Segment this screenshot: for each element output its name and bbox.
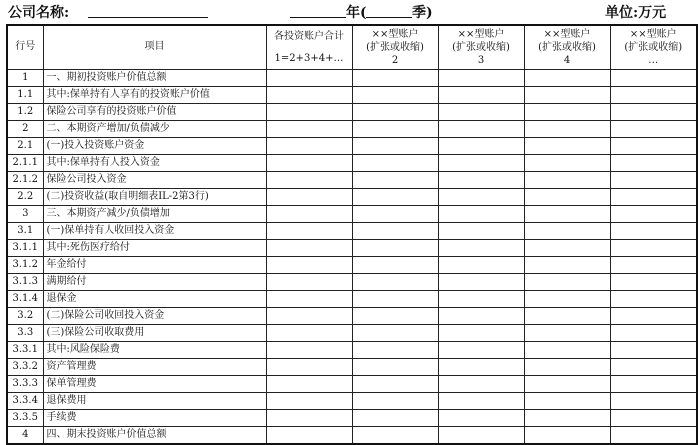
value-cell[interactable] [266, 273, 352, 290]
row-number: 2 [7, 120, 43, 137]
account-header-line2: (扩张或收缩) [624, 41, 683, 53]
row-number: 3.1.2 [7, 256, 43, 273]
value-cell[interactable] [352, 120, 438, 137]
unit-label: 单位:万元 [605, 5, 667, 21]
value-cell[interactable] [266, 239, 352, 256]
value-cell[interactable] [610, 69, 697, 86]
table-row [7, 86, 697, 103]
row-number: 3.3.4 [7, 392, 43, 409]
value-cell[interactable] [438, 409, 524, 426]
row-item: 三、本期资产减少/负债增加 [43, 205, 266, 222]
value-cell[interactable] [438, 256, 524, 273]
value-cell[interactable] [524, 273, 610, 290]
table-row [7, 307, 697, 324]
value-cell[interactable] [438, 324, 524, 341]
value-cell[interactable] [438, 188, 524, 205]
table-row [7, 154, 697, 171]
value-cell[interactable] [266, 120, 352, 137]
value-cell[interactable] [266, 86, 352, 103]
row-item: 资产管理费 [43, 358, 266, 375]
row-number: 3 [7, 205, 43, 222]
row-item: 保单管理费 [43, 375, 266, 392]
value-cell[interactable] [524, 222, 610, 239]
company-name-blank [88, 17, 208, 18]
value-cell[interactable] [610, 86, 697, 103]
value-cell[interactable] [438, 239, 524, 256]
value-cell[interactable] [352, 324, 438, 341]
account-header-line2: (扩张或收缩) [538, 41, 596, 53]
row-number: 2.2 [7, 188, 43, 205]
value-cell[interactable] [610, 409, 697, 426]
value-cell[interactable] [352, 222, 438, 239]
row-item: 一、期初投资账户价值总额 [43, 69, 266, 86]
value-cell[interactable] [352, 103, 438, 120]
value-cell[interactable] [266, 290, 352, 307]
quarter-blank [366, 17, 412, 18]
value-cell[interactable] [438, 222, 524, 239]
value-cell[interactable] [266, 341, 352, 358]
value-cell[interactable] [610, 290, 697, 307]
value-cell[interactable] [352, 341, 438, 358]
value-cell[interactable] [266, 409, 352, 426]
value-cell[interactable] [524, 392, 610, 409]
year-blank [290, 17, 346, 18]
value-cell[interactable] [524, 426, 610, 444]
row-item: (二)投资收益(取自明细表IL-2第3行) [43, 188, 266, 205]
value-cell[interactable] [610, 273, 697, 290]
account-header-2 [438, 25, 524, 69]
row-number: 3.3 [7, 324, 43, 341]
row-item: 退保费用 [43, 392, 266, 409]
value-cell[interactable] [610, 324, 697, 341]
table-row [7, 409, 697, 426]
value-cell[interactable] [266, 307, 352, 324]
table-row [7, 171, 697, 188]
value-cell[interactable] [266, 256, 352, 273]
value-cell[interactable] [524, 239, 610, 256]
value-cell[interactable] [610, 222, 697, 239]
value-cell[interactable] [524, 290, 610, 307]
row-number: 3.1.4 [7, 290, 43, 307]
row-item: 保险公司投入资金 [43, 171, 266, 188]
row-number: 3.3.1 [7, 341, 43, 358]
value-cell[interactable] [524, 375, 610, 392]
value-cell[interactable] [438, 86, 524, 103]
row-number: 3.1.1 [7, 239, 43, 256]
value-cell[interactable] [266, 205, 352, 222]
value-cell[interactable] [266, 222, 352, 239]
row-item: 二、本期资产增加/负债减少 [43, 120, 266, 137]
value-cell[interactable] [610, 120, 697, 137]
value-cell[interactable] [610, 205, 697, 222]
table-row [7, 358, 697, 375]
value-cell[interactable] [610, 307, 697, 324]
table-row [7, 375, 697, 392]
value-cell[interactable] [438, 69, 524, 86]
value-cell[interactable] [438, 103, 524, 120]
value-cell[interactable] [438, 290, 524, 307]
table-header-row [7, 25, 697, 69]
row-item: 年金给付 [43, 256, 266, 273]
value-cell[interactable] [352, 205, 438, 222]
table-row [7, 256, 697, 273]
row-number: 2.1 [7, 137, 43, 154]
value-cell[interactable] [352, 426, 438, 444]
report-header [0, 0, 700, 22]
account-header-line3: 2 [391, 54, 399, 66]
value-cell[interactable] [438, 171, 524, 188]
row-number: 1.1 [7, 86, 43, 103]
row-number: 1.2 [7, 103, 43, 120]
table-row [7, 188, 697, 205]
account-header-line1: ××型账户 [457, 28, 505, 40]
row-item: 其中:死伤医疗给付 [43, 239, 266, 256]
value-cell[interactable] [610, 426, 697, 444]
value-cell[interactable] [266, 375, 352, 392]
value-cell[interactable] [438, 358, 524, 375]
account-header-4 [610, 25, 697, 69]
table-row [7, 290, 697, 307]
value-cell[interactable] [352, 392, 438, 409]
value-cell[interactable] [352, 307, 438, 324]
account-header-line1: ××型账户 [371, 28, 419, 40]
value-cell[interactable] [266, 358, 352, 375]
row-number: 3.3.3 [7, 375, 43, 392]
value-cell[interactable] [524, 205, 610, 222]
item-header: 项目 [43, 25, 266, 69]
row-item: (一)保单持有人收回投入资金 [43, 222, 266, 239]
value-cell[interactable] [352, 290, 438, 307]
row-item: (三)保险公司收取费用 [43, 324, 266, 341]
value-cell[interactable] [610, 239, 697, 256]
value-cell[interactable] [610, 171, 697, 188]
row-number: 2.1.1 [7, 154, 43, 171]
value-cell[interactable] [352, 273, 438, 290]
value-cell[interactable] [524, 256, 610, 273]
value-cell[interactable] [438, 273, 524, 290]
value-cell[interactable] [438, 426, 524, 444]
row-item: (二)保险公司收回投入资金 [43, 307, 266, 324]
account-header-line2: (扩张或收缩) [452, 41, 510, 53]
value-cell[interactable] [352, 358, 438, 375]
table-row [7, 69, 697, 86]
table-row [7, 273, 697, 290]
quarter-label: 季) [412, 5, 433, 21]
value-cell[interactable] [352, 375, 438, 392]
account-header-line1: ××型账户 [543, 28, 591, 40]
value-cell[interactable] [610, 137, 697, 154]
row-no-header: 行号 [7, 25, 43, 69]
row-number: 3.2 [7, 307, 43, 324]
value-cell[interactable] [438, 341, 524, 358]
value-cell[interactable] [524, 324, 610, 341]
value-cell[interactable] [266, 392, 352, 409]
row-item: 四、期末投资账户价值总额 [43, 426, 266, 444]
value-cell[interactable] [438, 205, 524, 222]
account-header-line2: (扩张或收缩) [366, 41, 424, 53]
table-row [7, 103, 697, 120]
table-row [7, 341, 697, 358]
value-cell[interactable] [352, 86, 438, 103]
value-cell[interactable] [438, 120, 524, 137]
row-number: 1 [7, 69, 43, 86]
account-header-line3: … [648, 54, 659, 66]
value-cell[interactable] [438, 375, 524, 392]
value-cell[interactable] [524, 137, 610, 154]
row-item: 其中:风险保险费 [43, 341, 266, 358]
value-cell[interactable] [524, 120, 610, 137]
row-item: 其中:保单持有人投入资金 [43, 154, 266, 171]
value-cell[interactable] [266, 69, 352, 86]
table-row [7, 222, 697, 239]
value-cell[interactable] [352, 154, 438, 171]
table-row [7, 120, 697, 137]
value-cell[interactable] [524, 103, 610, 120]
value-cell[interactable] [524, 171, 610, 188]
row-item: (一)投入投资账户资金 [43, 137, 266, 154]
row-number: 3.1.3 [7, 273, 43, 290]
account-header-line3: 3 [477, 54, 485, 66]
row-number: 3.3.5 [7, 409, 43, 426]
table-row [7, 239, 697, 256]
value-cell[interactable] [524, 409, 610, 426]
row-number: 3.1 [7, 222, 43, 239]
row-item: 其中:保单持有人享有的投资账户价值 [43, 86, 266, 103]
value-cell[interactable] [352, 171, 438, 188]
row-item: 保险公司享有的投资账户价值 [43, 103, 266, 120]
row-number: 3.3.2 [7, 358, 43, 375]
value-cell[interactable] [438, 307, 524, 324]
value-cell[interactable] [266, 154, 352, 171]
value-cell[interactable] [266, 103, 352, 120]
value-cell[interactable] [524, 358, 610, 375]
row-number: 4 [7, 426, 43, 444]
value-cell[interactable] [266, 137, 352, 154]
value-cell[interactable] [266, 324, 352, 341]
value-cell[interactable] [524, 154, 610, 171]
total-header-line1: 各投资账户合计 [274, 30, 344, 42]
value-cell[interactable] [438, 392, 524, 409]
value-cell[interactable] [524, 188, 610, 205]
value-cell[interactable] [610, 341, 697, 358]
value-cell[interactable] [266, 188, 352, 205]
value-cell[interactable] [524, 307, 610, 324]
value-cell[interactable] [352, 409, 438, 426]
account-header-line1: ××型账户 [629, 28, 677, 40]
value-cell[interactable] [610, 103, 697, 120]
value-cell[interactable] [524, 341, 610, 358]
value-cell[interactable] [524, 86, 610, 103]
account-header-line3: 4 [563, 54, 571, 66]
value-cell[interactable] [610, 154, 697, 171]
value-cell[interactable] [352, 256, 438, 273]
value-cell[interactable] [610, 375, 697, 392]
value-cell[interactable] [438, 154, 524, 171]
value-cell[interactable] [352, 69, 438, 86]
value-cell[interactable] [524, 69, 610, 86]
value-cell[interactable] [438, 137, 524, 154]
year-label: 年( [346, 5, 367, 21]
value-cell[interactable] [266, 426, 352, 444]
account-header-1 [352, 25, 438, 69]
value-cell[interactable] [352, 188, 438, 205]
row-item: 满期给付 [43, 273, 266, 290]
total-header [266, 25, 352, 69]
value-cell[interactable] [266, 171, 352, 188]
investment-account-table [6, 24, 698, 445]
row-item: 手续费 [43, 409, 266, 426]
value-cell[interactable] [610, 256, 697, 273]
value-cell[interactable] [352, 137, 438, 154]
value-cell[interactable] [352, 239, 438, 256]
value-cell[interactable] [610, 392, 697, 409]
table-row [7, 392, 697, 409]
company-name-label: 公司名称: [8, 5, 70, 21]
total-header-line2: 1=2+3+4+… [274, 52, 344, 64]
table-row [7, 324, 697, 341]
value-cell[interactable] [610, 358, 697, 375]
account-header-3 [524, 25, 610, 69]
table-row [7, 137, 697, 154]
table-row [7, 205, 697, 222]
table-row [7, 426, 697, 444]
row-number: 2.1.2 [7, 171, 43, 188]
row-item: 退保金 [43, 290, 266, 307]
value-cell[interactable] [610, 188, 697, 205]
